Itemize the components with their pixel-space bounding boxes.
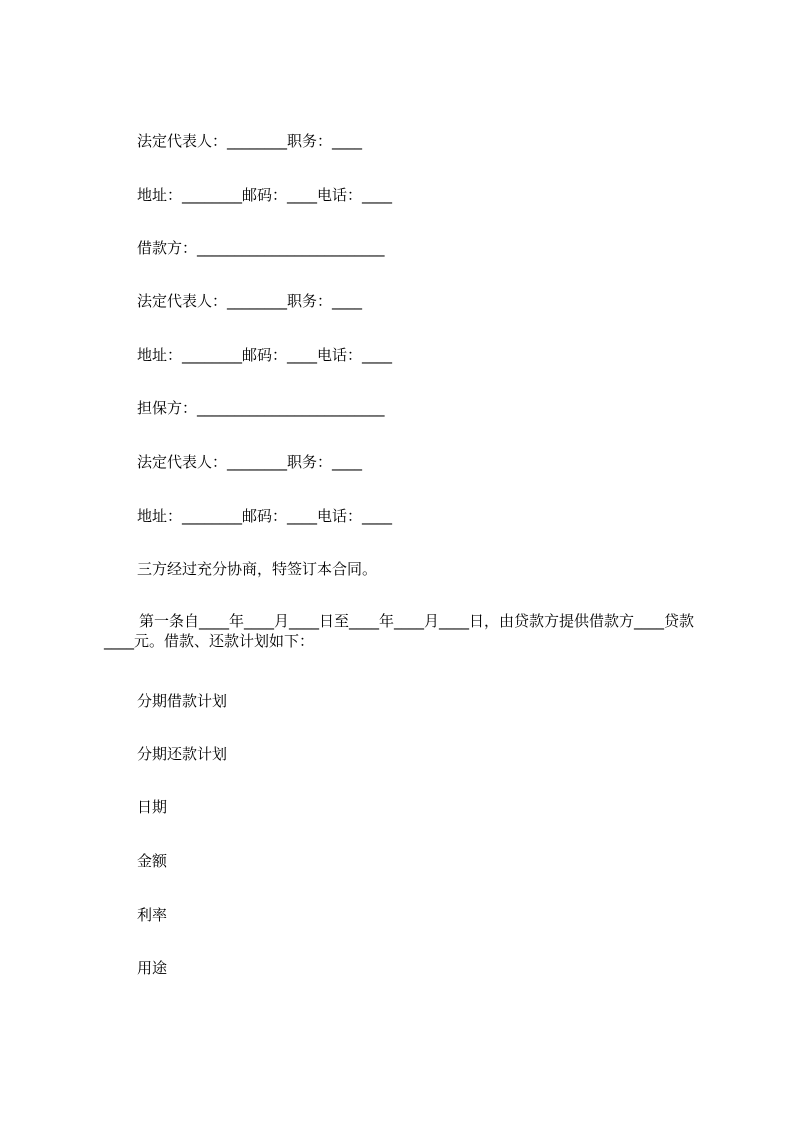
list-item-installment-loan-plan: 分期借款计划 [137,692,228,710]
borrower-line: 借款方：_________________________ [137,239,385,257]
list-item-installment-repayment-plan: 分期还款计划 [137,745,228,763]
list-item-date: 日期 [137,798,168,816]
agreement-statement: 三方经过充分协商，特签订本合同。 [137,560,378,578]
lender-legal-rep-line: 法定代表人：________职务：____ [137,132,363,150]
list-item-purpose: 用途 [137,959,168,977]
borrower-address-line: 地址：________邮码：____电话：____ [137,346,393,364]
list-item-interest-rate: 利率 [137,906,168,924]
list-item-amount: 金额 [137,852,168,870]
guarantor-line: 担保方：_________________________ [137,399,385,417]
guarantor-address-line: 地址：________邮码：____电话：____ [137,507,393,525]
borrower-legal-rep-line: 法定代表人：________职务：____ [137,292,363,310]
guarantor-legal-rep-line: 法定代表人：________职务：____ [137,453,363,471]
lender-address-line: 地址：________邮码：____电话：____ [137,186,393,204]
article-1-paragraph: 第一条自____年____月____日至____年____月____日，由贷款方提供借款方____贷款____元。借款、还款计划如下： [104,612,695,650]
